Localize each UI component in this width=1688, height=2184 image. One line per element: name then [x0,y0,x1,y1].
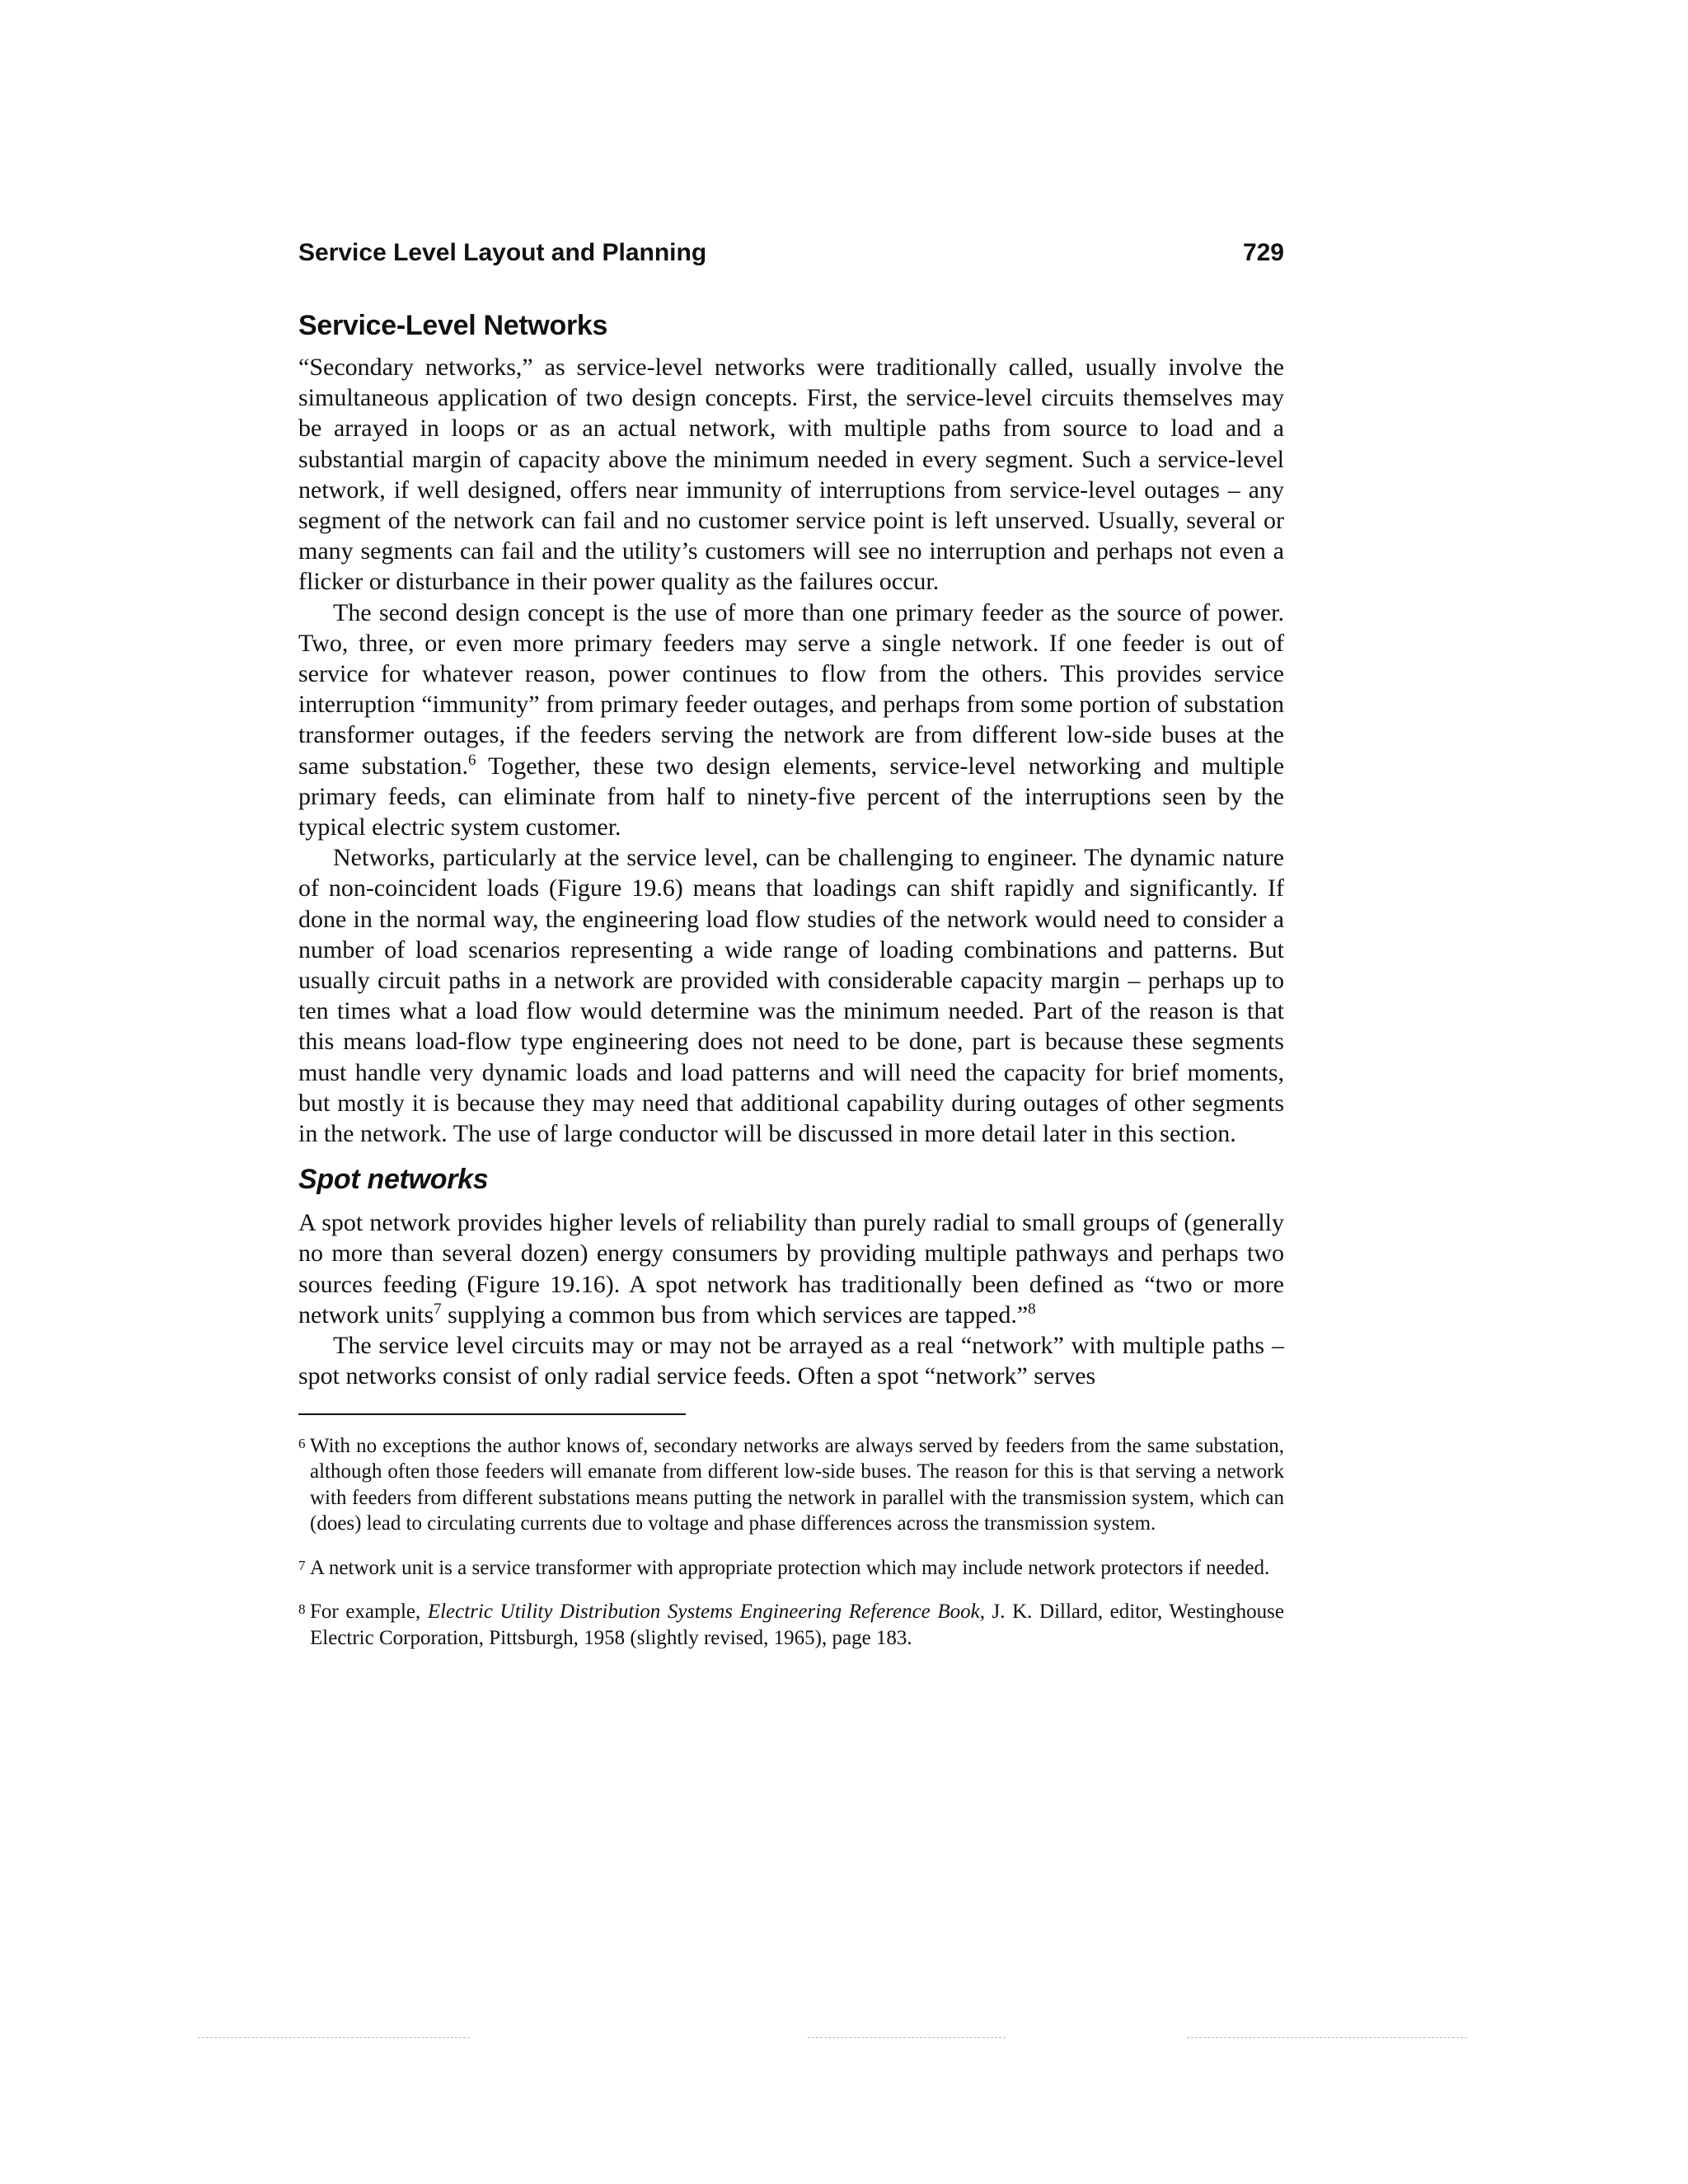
paragraph-text: supplying a common bus from which services are tapped.” [441,1301,1029,1329]
footnote-reference: 6 [467,751,476,769]
footnote-text-part: For example, [310,1601,428,1623]
paragraph: “Secondary networks,” as service-level networks were traditionally called, usually involve the simultaneous application of two design concepts. First, the service-level circuits themselves may be arrayed in loops or as an actual network, with multiple paths from source to load and a substantial margin of capacity above the minimum needed in every segment. Such a service-level network, if well designed, offers near immunity of interruptions from service-level outages – any segment of the network can fail and no customer service point is left unserved. Usually, several or many segments can fail and the utility’s customers will see no interruption and perhaps not even a flicker or disturbance in their power quality as the failures occur. [298,354,1284,596]
scan-artifact [198,2037,470,2038]
footnote-text-part: J. K. Dillard, editor, Westinghouse Electric Corporation, Pittsburgh, 1958 (slightly revised, 1965), page 183. [310,1601,1284,1649]
paragraph: Networks, particularly at the service level, can be challenging to engineer. The dynamic nature of non-coincident loads (Figure 19.6) means that loadings can shift rapidly and significantly. If done in the normal way, the engineering load flow studies of the network would need to consider a number of load scenarios representing a wide range of loading combinations and patterns. But usually circuit paths in a network are provided with considerable capacity margin – perhaps up to ten times what a load flow would determine was the minimum needed. Part of the reason is that this means load-flow type engineering does not need to be done, part is because these segments must handle very dynamic loads and load patterns and will need the capacity for brief moments, but mostly it is because they may need that additional capability during outages of other segments in the network. The use of large conductor will be discussed in more detail later in this section. [298,844,1284,1148]
footnote-reference: 8 [1028,1300,1036,1318]
running-title: Service Level Layout and Planning [298,239,707,266]
scan-artifact [1187,2037,1467,2038]
paragraph-text: A spot network provides higher levels of reliability than purely radial to small groups of (generally no more than several dozen) energy consumers by providing multiple pathways and perhaps two sources feeding (Figure 19.16). A spot network has traditionally been defined as “two or more network units [298,1209,1284,1329]
footnote-text: With no exceptions the author knows of, secondary networks are always served by feeders from the same substation, although often those feeders will emanate from different low-side buses. The reason for this is that serving a network with feeders from different substations means putting the network in parallel with the transmission system, which can (does) lead to circulating currents due to voltage and phase differences across the transmission system. [310,1434,1284,1535]
book-title: Electric Utility Distribution Systems Engineering Reference Book, [427,1601,985,1623]
running-header [298,239,1284,275]
document-page [298,239,1284,1669]
subsection-heading: Spot networks [298,1164,489,1196]
footnote-text [310,1599,1284,1651]
page-number: 729 [1242,239,1284,266]
paragraph [298,1207,1284,1330]
paragraph-text: The second design concept is the use of more than one primary feeder as the source of power. Two, three, or even more primary feeders may serve a single network. If one feeder is out of service for whatever reason, power continues to flow from the others. This provides service interruption “immunity” from primary feeder outages, and perhaps from some portion of substation transformer outages, if the feeders serving the network are from different low-side buses at the same substation. [298,598,1284,780]
footnote [298,1555,1284,1582]
footnote [298,1599,1284,1651]
footnote-text: A network unit is a service transformer with appropriate protection which may include network protectors if needed. [310,1556,1270,1579]
paragraph [298,598,1284,843]
section-body [298,352,1284,1149]
paragraph-text: Together, these two design elements, service-level networking and multiple primary feeds, can eliminate from half to ninety-five percent of the interruptions seen by the typical electric system customer. [298,752,1285,841]
footnote-reference: 7 [434,1300,442,1318]
footnote-number: 8 [298,1601,306,1617]
footnote-number: 7 [298,1557,306,1573]
footnote [298,1433,1284,1537]
scan-artifact [808,2037,1006,2038]
subsection-body [298,1207,1284,1391]
section-heading: Service-Level Networks [298,310,608,341]
footnote-divider [298,1413,686,1415]
footnote-number: 6 [298,1435,306,1451]
paragraph: The service level circuits may or may not be arrayed as a real “network” with multiple paths – spot networks consist of only radial service feeds. Often a spot “network” serves [298,1332,1284,1390]
